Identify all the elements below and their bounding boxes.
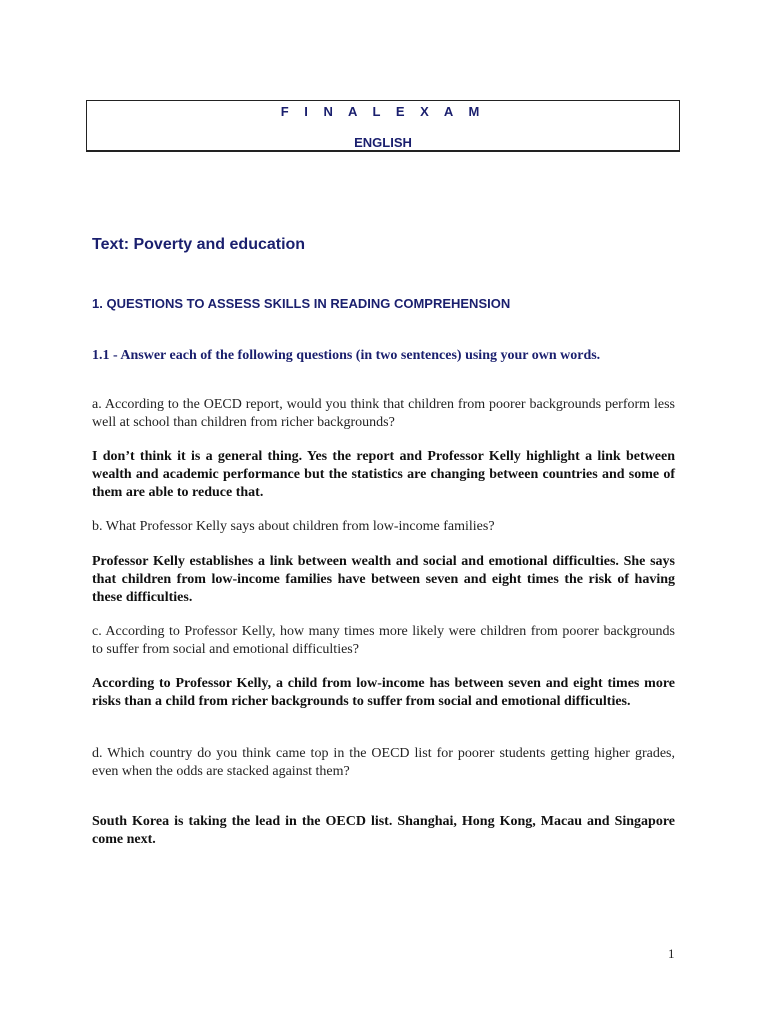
instruction: 1.1 - Answer each of the following questions (in two sentences) using your own words. [92, 348, 601, 363]
answer-b: Professor Kelly establishes a link between wealth and social and emotional difficulties. She says that children from low-income families have between seven and eight times the risk of having these difficulties. [92, 554, 675, 605]
question-a: a. According to the OECD report, would you think that children from poorer backgrounds perform less well at school than children from richer backgrounds? [92, 397, 675, 430]
exam-title: F I N A L E X A M [280, 104, 486, 119]
answer-d: South Korea is taking the lead in the OECD list. Shanghai, Hong Kong, Macau and Singapore come next. [92, 814, 675, 847]
text-heading: Text: Poverty and education [92, 236, 306, 253]
exam-subject: ENGLISH [354, 135, 412, 150]
section-heading: 1. QUESTIONS TO ASSESS SKILLS IN READING COMPREHENSION [92, 296, 511, 311]
question-b: b. What Professor Kelly says about children from low-income families? [92, 519, 495, 534]
exam-header-box [86, 100, 680, 152]
answer-c: According to Professor Kelly, a child from low-income has between seven and eight times more risks than a child from richer backgrounds to suffer from social and emotional difficulties. [92, 676, 675, 709]
page-number: 1 [668, 946, 675, 961]
answer-a: I don’t think it is a general thing. Yes the report and Professor Kelly highlight a link between wealth and academic performance but the statistics are changing between countries and some of them are able to reduce that. [92, 449, 675, 500]
question-c: c. According to Professor Kelly, how many times more likely were children from poorer backgrounds to suffer from social and emotional difficulties? [92, 624, 675, 657]
question-d: d. Which country do you think came top in the OECD list for poorer students getting higher grades, even when the odds are stacked against them? [92, 746, 675, 779]
